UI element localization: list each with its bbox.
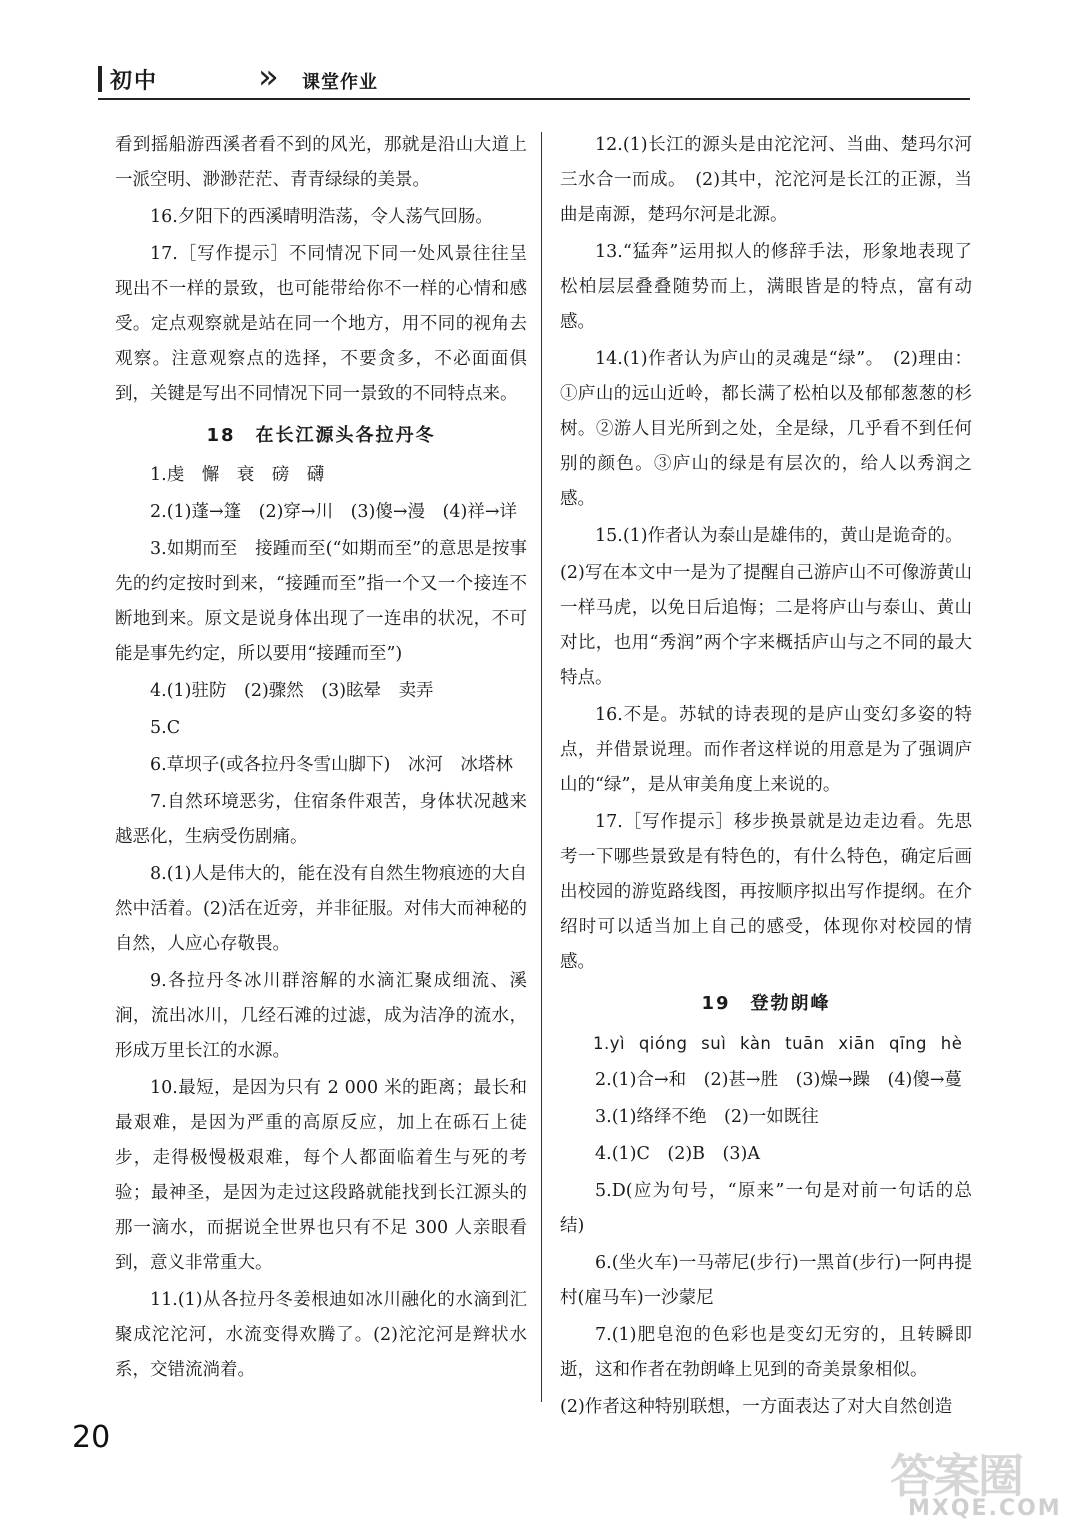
answer-paragraph: 1.yì qióng suì kàn tuān xiān qīng hè [593, 1034, 963, 1053]
answer-paragraph: 2.(1)蓬→篷 (2)穿→川 (3)傻→漫 (4)祥→详 [150, 502, 518, 522]
right-column [560, 128, 972, 1427]
answer-paragraph: 13.“猛奔”运用拟人的修辞手法，形象地表现了松柏层层叠叠随势而上，满眼皆是的特点，富有动感。 [560, 242, 972, 332]
answer-paragraph: 7.(1)肥皂泡的色彩也是变幻无穷的，且转瞬即逝，这和作者在勃朗峰上见到的奇美景象相似。 [560, 1325, 972, 1380]
double-chevron-right-icon: » [258, 57, 279, 97]
answer-paragraph: 12.(1)长江的源头是由沱沱河、当曲、楚玛尔河三水合一而成。 (2)其中，沱沱河是长江的正源，当曲是南源，楚玛尔河是北源。 [560, 135, 972, 225]
page-header [98, 58, 970, 100]
section-title: 19 登勃朗峰 [701, 993, 831, 1014]
answer-paragraph: 看到摇船游西溪者看不到的风光，那就是沿山大道上一派空明、渺渺茫茫、青青绿绿的美景。 [115, 135, 527, 190]
watermark-sub: MXQE.COM [908, 1496, 1062, 1521]
answer-paragraph: 9.各拉丹冬冰川群溶解的水滴汇聚成细流、溪涧，流出冰川，几经石滩的过滤，成为洁净的流水，形成万里长江的水源。 [115, 971, 527, 1061]
answer-paragraph: 17.［写作提示］移步换景就是边走边看。先思考一下哪些景致是有特色的，有什么特色，确定后画出校园的游览路线图，再按顺序拟出写作提纲。在介绍时可以适当加上自己的感受，体现你对校园的情感。 [560, 812, 972, 972]
left-column [115, 128, 527, 1390]
answer-paragraph: 3.如期而至 接踵而至(“如期而至”的意思是按事先的约定按时到来，“接踵而至”指一个又一个接连不断地到来。原文是说身体出现了一连串的状况，不可能是事先约定，所以要用“接踵而至”) [115, 539, 527, 664]
answer-paragraph: (2)写在本文中一是为了提醒自己游庐山不可像游黄山一样马虎，以免日后追悔；二是将庐山与泰山、黄山对比，也用“秀润”两个字来概括庐山与之不同的最大特点。 [560, 563, 972, 688]
answer-paragraph: 3.(1)络绎不绝 (2)一如既往 [595, 1107, 819, 1127]
answer-paragraph: 16.夕阳下的西溪晴明浩荡，令人荡气回肠。 [150, 207, 493, 227]
header-series-title: 课堂作业 [302, 72, 378, 93]
answer-paragraph: 7.自然环境恶劣，住宿条件艰苦，身体状况越来越恶化，生病受伤剧痛。 [115, 792, 527, 847]
answer-paragraph: 15.(1)作者认为泰山是雄伟的，黄山是诡奇的。 [595, 526, 963, 546]
watermark-main: 答案圈 [890, 1449, 1022, 1503]
watermark-logo [890, 1440, 1062, 1526]
answer-paragraph: 1.虔 懈 衰 磅 礴 [150, 465, 325, 485]
answer-paragraph: 16.不是。苏轼的诗表现的是庐山变幻多姿的特点，并借景说理。而作者这样说的用意是为了强调庐山的“绿”，是从审美角度上来说的。 [560, 705, 972, 795]
header-level: 初中 [110, 69, 159, 94]
answer-paragraph: 6.(坐火车)一马蒂尼(步行)一黑首(步行)一阿冉提村(雇马车)一沙蒙尼 [560, 1253, 972, 1308]
answer-paragraph: 4.(1)驻防 (2)骤然 (3)眩晕 卖弄 [150, 681, 434, 701]
answer-paragraph: 6.草坝子(或各拉丹冬雪山脚下) 冰河 冰塔林 [150, 755, 513, 775]
answer-paragraph: 5.C [150, 718, 181, 738]
header-bar [98, 66, 102, 92]
answer-paragraph: 11.(1)从各拉丹冬姜根迪如冰川融化的水滴到汇聚成沱沱河，水流变得欢腾了。(2)沱沱河是辫状水系，交错流淌着。 [115, 1290, 527, 1380]
answer-paragraph: 8.(1)人是伟大的，能在没有自然生物痕迹的大自然中活着。(2)活在近旁，并非征服。对伟大而神秘的自然，人应心存敬畏。 [115, 864, 527, 954]
answer-paragraph: 4.(1)C (2)B (3)A [595, 1144, 760, 1164]
answer-paragraph: 2.(1)合→和 (2)甚→胜 (3)燥→躁 (4)傻→蔓 [595, 1070, 963, 1090]
page-number: 20 [72, 1420, 111, 1455]
column-divider [541, 132, 542, 1402]
answer-paragraph: 5.D(应为句号，“原来”一句是对前一句话的总结) [560, 1181, 972, 1236]
answer-paragraph: 14.(1)作者认为庐山的灵魂是“绿”。 (2)理由：①庐山的远山近岭，都长满了松柏以及郁郁葱葱的杉树。②游人目光所到之处，全是绿，几乎看不到任何别的颜色。③庐山的绿是有层次的，给人以秀润之感。 [560, 349, 972, 509]
answer-paragraph: 10.最短，是因为只有 2 000 米的距离；最长和最艰难，是因为严重的高原反应，加上在砾石上徒步，走得极慢极艰难，每个人都面临着生与死的考验；最神圣，是因为走过这段路就能找到长江源头的那一滴水，而据说全世界也只有不足 300 人亲眼看到，意义非常重大。 [115, 1078, 527, 1273]
section-title: 18 在长江源头各拉丹冬 [206, 425, 436, 446]
answer-paragraph: (2)作者这种特别联想，一方面表达了对大自然创造 [560, 1397, 953, 1417]
answer-paragraph: 17.［写作提示］不同情况下同一处风景往往呈现出不一样的景致，也可能带给你不一样的心情和感受。定点观察就是站在同一个地方，用不同的视角去观察。注意观察点的选择，不要贪多，不必面面俱到，关键是写出不同情况下同一景致的不同特点来。 [115, 244, 527, 404]
